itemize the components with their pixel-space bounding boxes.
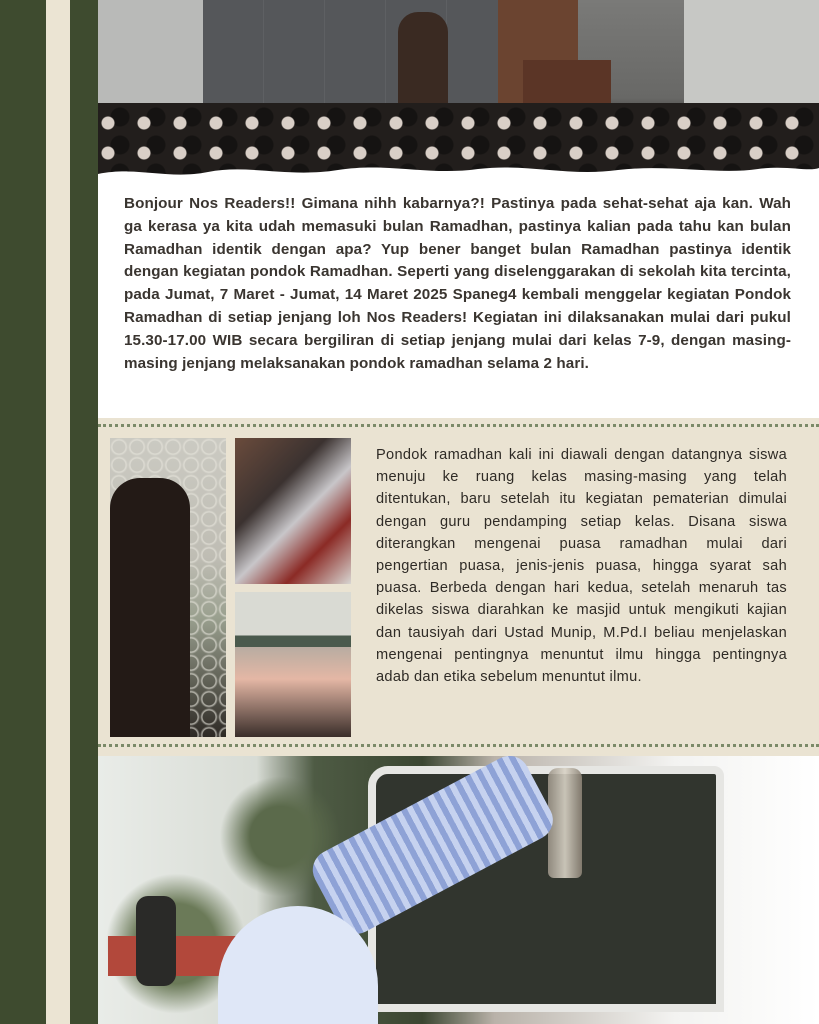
left-stripe-dark-inner: [70, 0, 98, 1024]
dotted-divider-top: [98, 424, 819, 427]
photo-students-studying: [235, 438, 351, 584]
dotted-divider-bottom: [98, 744, 819, 747]
hero-photo-mosque-lecture: [98, 0, 819, 178]
photo-speaker-silhouette: [110, 438, 226, 737]
body-paragraph: Pondok ramadhan kali ini diawali dengan datangnya siswa menuju ke ruang kelas masing-masing yang telah ditentukan, baru setelah itu kegiatan pematerian dimulai dengan guru pendamping setiap kelas. Disana siswa diterangkan mengenai puasa ramadhan mulai dari pengertian puasa, jenis-jenis puasa, hingga syarat sah puasa. Berbeda dengan hari kedua, setelah menaruh tas dikelas siswa diarahkan ke masjid untuk mengikuti kajian dan tausiyah dari Ustad Munip, M.Pd.I beliau menjelaskan mengenai pentingnya menuntut ilmu hingga pentingnya adab dan etika sebelum menuntut ilmu.: [376, 447, 787, 686]
left-stripe-dark: [0, 0, 46, 1024]
photo-students-seated: [235, 592, 351, 737]
photo-student-handing-bottle-truck: [98, 756, 819, 1024]
intro-paragraph: Bonjour Nos Readers!! Gimana nihh kabarnya?! Pastinya pada sehat-sehat aja kan. Wah ga kerasa ya kita udah memasuki bulan Ramadhan, pastinya kalian pada tahu kan bulan Ramadhan identik dengan apa? Yup bener banget bulan Ramadhan pastinya identik dengan kegiatan pondok Ramadhan. Seperti yang diselenggarakan di sekolah kita tercinta, pada Jumat, 7 Maret - Jumat, 14 Maret 2025 Spaneg4 kembali menggelar kegiatan Pondok Ramadhan di setiap jenjang loh Nos Readers! Kegiatan ini dilaksanakan mulai dari pukul 15.30-17.00 WIB secara bergiliran di setiap jenjang mulai dari kelas 7-9, dengan masing-masing jenjang melaksanakan pondok ramadhan selama 2 hari.: [124, 195, 791, 372]
left-stripe-light: [46, 0, 70, 1024]
